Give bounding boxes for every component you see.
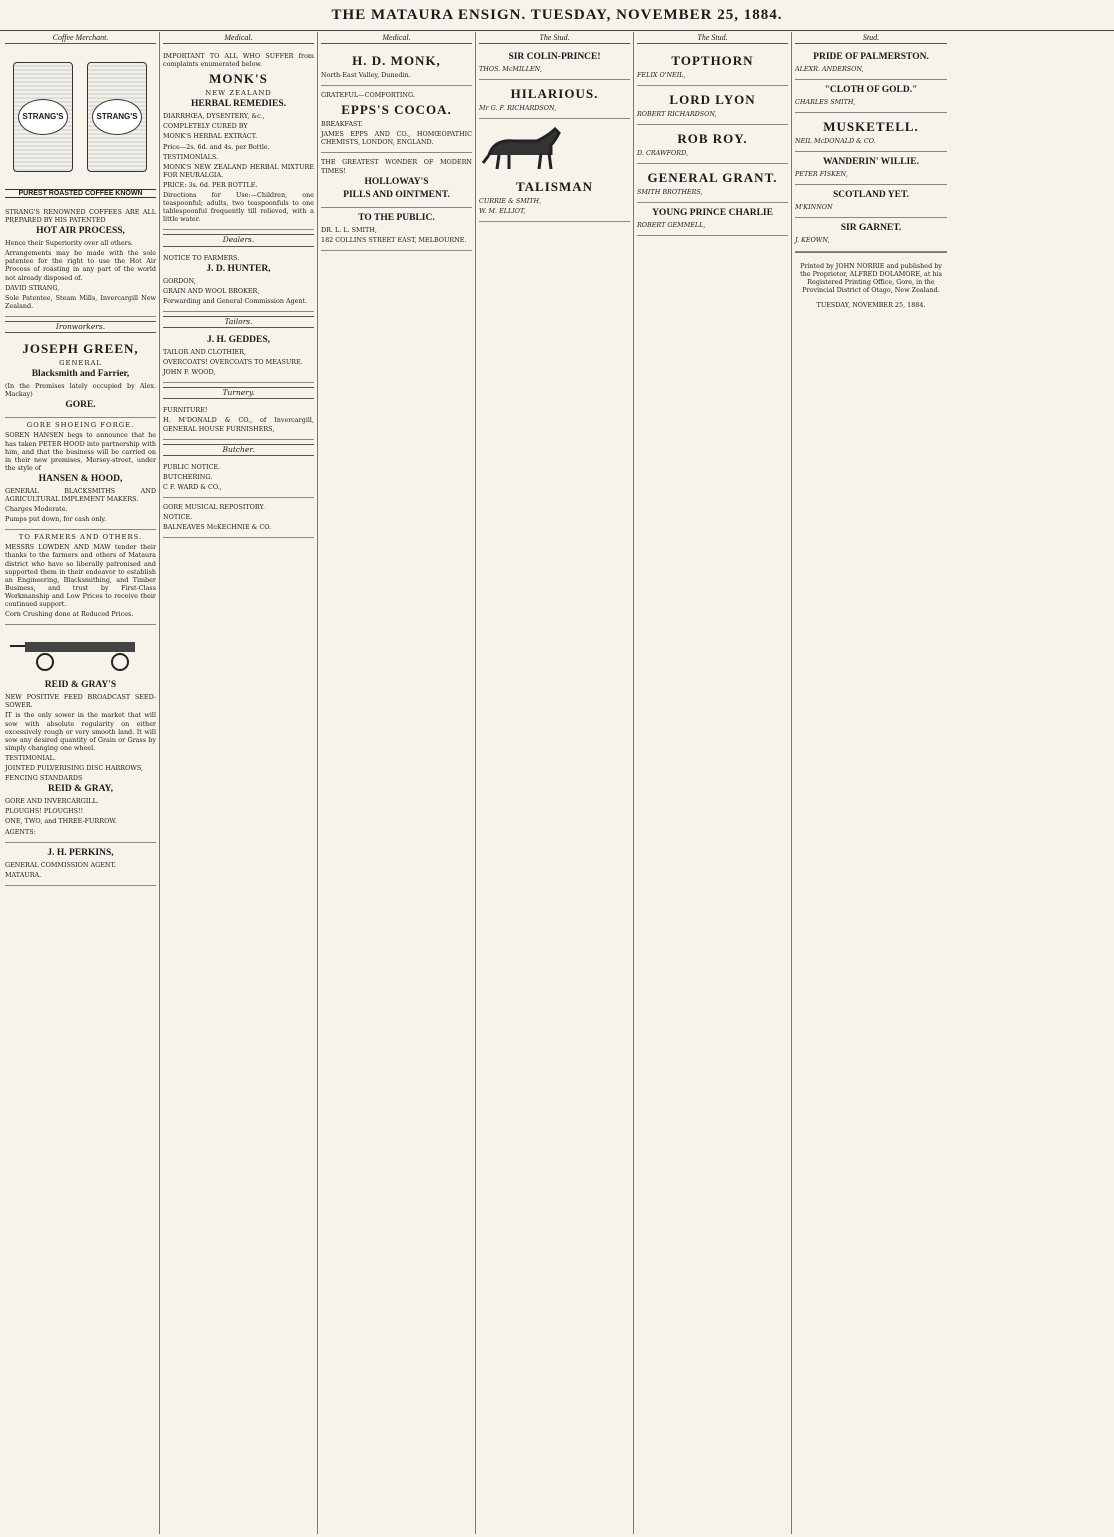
gordon-label: GORDON,: [163, 276, 196, 285]
currie-smith-sig: CURRIE & SMITH,: [479, 197, 542, 206]
section-stud-3: Stud.: [795, 32, 947, 44]
mcmillen-sig: THOS. McMILLEN,: [479, 65, 542, 73]
column-2: [160, 32, 318, 1534]
lord-lyon-ad: [637, 86, 788, 125]
diarrhoea-line: DIARRHŒA, DYSENTERY, &c.,: [163, 112, 265, 121]
mcdonald-name: H. M'DONALD & CO., of Invercargill, GENERAL HOUSE FURNISHERS,: [163, 416, 314, 433]
robert-sig: ROBERT RICHARDSON,: [637, 110, 717, 119]
furniture-heading: FURNITURE!: [163, 406, 208, 415]
tailor-clothier: TAILOR AND CLOTHIER,: [163, 347, 246, 356]
general-grant-title: GENERAL GRANT.: [647, 170, 778, 186]
wanderin-willie-ad: [795, 152, 947, 185]
hot-air-process: HOT AIR PROCESS,: [36, 226, 125, 237]
cured-line: COMPLETELY CURED BY: [163, 122, 248, 131]
wanderin-title: WANDERIN' WILLIE.: [823, 157, 919, 168]
neil-sig: NEIL McDONALD & CO.: [795, 137, 876, 146]
sower-text: IT is the only sower in the market that will sow with absolute regularity on either excessively rough or very smooth land. It will sow any desired quantity of Grain or Grass by simply changing one wheel.: [5, 711, 156, 752]
arrangements-text: Arrangements may be made with the sole patentee for the right to use the Hot Air Process of roasting in any part of the world not already disposed of.: [5, 249, 156, 282]
balneaves-name: BALNEAVES McKECHNIE & CO.: [163, 523, 272, 532]
joseph-green-ad: [5, 335, 156, 418]
perkins-name: J. H. PERKINS,: [47, 847, 114, 858]
topthorn-title: TOPTHORN: [671, 53, 754, 68]
farmers-heading: TO FARMERS AND OTHERS.: [18, 533, 143, 542]
hilarious-ad: [479, 80, 630, 119]
talisman-title: TALISMAN: [515, 179, 594, 195]
herbal-remedies: HERBAL REMEDIES.: [190, 99, 287, 110]
cloth-of-gold-ad: [795, 80, 947, 113]
ward-name: C F. WARD & CO.,: [163, 482, 222, 491]
scotland-title: SCOTLAND YET.: [832, 190, 909, 201]
mckinnon-sig: M'KINNON: [795, 203, 833, 212]
agents-heading: AGENTS:: [5, 827, 36, 836]
anderson-sig: ALEXR. ANDERSON,: [795, 65, 864, 73]
column-3: [318, 32, 476, 1534]
section-stud: The Stud.: [479, 32, 630, 44]
tin-label: STRANG'S: [18, 99, 68, 135]
strang-address: Sole Patentee, Steam Mills, Invercargill New Zealand.: [5, 293, 156, 310]
premises-line: (In the Premises lately occupied by Alex. Mackay): [5, 382, 156, 399]
sir-garnet-ad: [795, 218, 947, 251]
section-coffee: Coffee Merchant.: [5, 32, 156, 44]
hansen-hood-ad: [5, 418, 156, 530]
epps-title: EPPS'S COCOA.: [341, 102, 452, 118]
garnet-title: SIR GARNET.: [840, 223, 902, 234]
ward-ad: [163, 458, 314, 498]
imprint: [795, 252, 947, 309]
charles-sig: CHARLES SMITH,: [795, 98, 856, 107]
price-2-line: PRICE: 3s. 6d. PER BOTTLE.: [163, 180, 258, 189]
monk-address: North-East Valley, Dunedin.: [321, 71, 411, 79]
coffee-tin-right: [87, 62, 147, 172]
gemmell-sig: ROBERT GEMMELL,: [637, 221, 706, 230]
hilarious-title: HILARIOUS.: [510, 86, 599, 102]
musketell-title: MUSKETELL.: [823, 119, 919, 135]
young-prince-charlie-ad: [637, 203, 788, 236]
furrow-line: ONE, TWO, and THREE-FURROW.: [5, 817, 117, 826]
holloway-name: HOLLOWAY'S: [364, 176, 429, 187]
cloth-title: "CLOTH OF GOLD.": [824, 85, 918, 96]
forge-heading: GORE SHOEING FORGE.: [26, 421, 135, 430]
column-5: [634, 32, 792, 1534]
harrows-line: JOINTED PULVERISING DISC HARROWS,: [5, 764, 144, 773]
richardson-sig: Mr G. F. RICHARDSON,: [479, 104, 557, 113]
hence-line: Hence their Superiority over all others.: [5, 239, 134, 248]
monks-title: MONK'S: [209, 71, 268, 87]
talisman-ad: [479, 119, 630, 222]
hansen-hood-firm: HANSEN & HOOD,: [38, 473, 123, 484]
public-notice: PUBLIC NOTICE.: [163, 462, 221, 471]
imprint-date: TUESDAY, NOVEMBER 25, 1884.: [816, 300, 926, 309]
palmerston-title: PRIDE OF PALMERSTON.: [813, 52, 929, 62]
ypc-title: YOUNG PRINCE CHARLIE: [652, 208, 773, 219]
elliot-sig: W. M. ELLIOT,: [479, 207, 526, 216]
forwarding-agent: Forwarding and General Commission Agent.: [163, 296, 308, 305]
holloway-ad: [321, 153, 472, 207]
section-ironworkers: Ironworkers.: [5, 321, 156, 333]
oneil-sig: FELIX O'NEIL,: [637, 71, 686, 79]
fisken-sig: PETER FISKEN,: [795, 170, 848, 179]
column-4: [476, 32, 634, 1534]
breakfast-heading: BREAKFAST.: [321, 120, 363, 129]
coffee-tin-left: [13, 62, 73, 172]
joseph-green: JOSEPH GREEN,: [22, 341, 139, 357]
general-label: GENERAL: [59, 359, 102, 368]
notice-2-heading: NOTICE.: [163, 513, 193, 522]
strang-heading: STRANG'S RENOWNED COFFEES ARE ALL PREPARED BY HIS PATENTED: [5, 208, 156, 225]
testimonials-heading: TESTIMONIALS.: [163, 152, 219, 161]
corn-line: Corn Crushing done at Reduced Prices.: [5, 610, 134, 619]
keown-sig: J. KEOWN,: [795, 236, 830, 245]
sir-colin-ad: [479, 47, 630, 80]
section-medical: Medical.: [163, 32, 314, 44]
lowden-maw-ad: [5, 530, 156, 625]
public-heading: TO THE PUBLIC.: [358, 212, 435, 223]
charges-line: Charges Moderate.: [5, 505, 68, 514]
ploughs-heading: PLOUGHS! PLOUGHS!!: [5, 807, 84, 816]
firm-description: GENERAL BLACKSMITHS AND AGRICULTURAL IMPLEMENT MAKERS.: [5, 486, 156, 503]
musical-heading: GORE MUSICAL REPOSITORY.: [163, 503, 265, 511]
nz-label: NEW ZEALAND: [205, 89, 272, 98]
column-1: [2, 32, 160, 1534]
section-stud-2: The Stud.: [637, 32, 788, 44]
blacksmith-farrier: Blacksmith and Farrier,: [31, 369, 130, 380]
palmerston-ad: [795, 47, 947, 80]
imprint-text: Printed by JOHN NORRIE and published by the Proprietor, ALFRED DOLAMORE, at his Registered Printing Office, Gore, in the Provincial District of Otago, New Zealand.: [800, 261, 942, 295]
section-dealers: Dealers.: [163, 234, 314, 246]
tin-label: STRANG'S: [92, 99, 142, 135]
pills-ointment: PILLS AND OINTMENT.: [343, 189, 450, 200]
coffee-banner: PUREST ROASTED COFFEE KNOWN: [5, 189, 156, 198]
section-medical-2: Medical.: [321, 32, 472, 44]
epps-chemists: JAMES EPPS AND CO., HOMŒOPATHIC CHEMISTS, LONDON, ENGLAND.: [321, 130, 472, 147]
topthorn-ad: [637, 47, 788, 86]
geddes-name: J. H. GEDDES,: [206, 334, 271, 345]
crawford-sig: D. CRAWFORD,: [637, 149, 688, 158]
lowden-text: MESSRS LOWDEN AND MAW tender their thanks to the farmers and others of Mataura district who have so liberally patronised and supported them in their endeavor to establish an Engineering, Blacksmithing, and Timber Business, and trust by First-Class Workmanship and Low Prices to receive their continued support.: [5, 543, 156, 608]
mataura-label: MATAURA.: [5, 870, 42, 879]
smith-bros-sig: SMITH BROTHERS,: [637, 188, 703, 197]
sir-colin-title: SIR COLIN-PRINCE!: [508, 52, 601, 62]
strang-name: DAVID STRANG,: [5, 283, 60, 292]
wood-name: JOHN F. WOOD,: [163, 368, 216, 377]
coffee-tins-image: [5, 54, 156, 204]
seed-sower-illustration: [5, 632, 155, 672]
commission-agent: GENERAL COMMISSION AGENT.: [5, 860, 116, 869]
important-heading: IMPORTANT TO ALL WHO SUFFER from complaints enumerated below.: [163, 52, 314, 69]
neuralgia-heading: MONK'S NEW ZEALAND HERBAL MIXTURE FOR NEURALGIA.: [163, 162, 314, 179]
monk-proprietor-ad: [321, 47, 472, 86]
column-6: [792, 32, 950, 1534]
overcoats-line: OVERCOATS! OVERCOATS TO MEASURE.: [163, 358, 303, 367]
reid-gray-firm: REID & GRAY,: [47, 784, 114, 795]
lord-lyon-title: LORD LYON: [669, 92, 756, 108]
rob-roy-ad: [637, 125, 788, 164]
place-gore: GORE.: [65, 400, 96, 411]
section-butcher: Butcher.: [163, 444, 314, 456]
grain-broker: GRAIN AND WOOL BROKER,: [163, 286, 260, 295]
smith-name: DR. L. L. SMITH,: [321, 225, 377, 234]
sower-name: NEW POSITIVE FEED BROADCAST SEED-SOWER.: [5, 693, 156, 710]
extract-line: MONK'S HERBAL EXTRACT.: [163, 132, 258, 141]
strang-coffee-ad: [5, 47, 156, 317]
gore-invercargill: GORE AND INVERCARGILL.: [5, 797, 99, 806]
rob-roy-title: ROB ROY.: [677, 131, 748, 147]
monk-remedies-ad: [163, 47, 314, 230]
section-turnery: Turnery.: [163, 387, 314, 399]
reid-gray-sower-ad: [5, 625, 156, 842]
perkins-ad: [5, 843, 156, 886]
grateful-line: GRATEFUL—COMFORTING.: [321, 91, 415, 100]
smith-ad: [321, 208, 472, 251]
general-grant-ad: [637, 164, 788, 203]
price-line: Price—2s. 6d. and 4s. per Bottle.: [163, 142, 270, 151]
directions-text: Directions for Use:—Children, one teaspoonful; adults, two teaspoonfuls to one tablespoonful frequently till relieved, with a little water.: [163, 191, 314, 224]
pumps-line: Pumps put down, for cash only.: [5, 515, 107, 524]
horse-illustration: [479, 125, 569, 171]
hunter-name: J. D. HUNTER,: [206, 263, 271, 274]
monk-proprietor: H. D. MONK,: [352, 53, 441, 68]
section-tailors: Tailors.: [163, 316, 314, 328]
butchering-heading: BUTCHERING.: [163, 472, 213, 481]
masthead: THE MATAURA ENSIGN. TUESDAY, NOVEMBER 25, 1884.: [0, 0, 1114, 31]
smith-address: 182 COLLINS STREET EAST, MELBOURNE.: [321, 235, 467, 244]
hansen-text: SOREN HANSEN begs to announce that he has taken PETER HOOD into partnership with him, and that the business will be carried on in their new premises, Mersey-street, under the style of: [5, 431, 156, 472]
musical-ad: [163, 498, 314, 538]
notice-heading: NOTICE TO FARMERS.: [163, 253, 240, 262]
testimonial-heading: TESTIMONIAL.: [5, 753, 56, 762]
geddes-ad: [163, 330, 314, 383]
reid-gray-heading: REID & GRAY'S: [44, 680, 117, 691]
fencing-line: FENCING STANDARDS: [5, 774, 83, 783]
musketell-ad: [795, 113, 947, 152]
wonder-heading: THE GREATEST WONDER OF MODERN TIMES!: [321, 158, 472, 175]
epps-cocoa-ad: [321, 86, 472, 153]
hunter-ad: [163, 249, 314, 312]
scotland-yet-ad: [795, 185, 947, 218]
columns: [2, 32, 1112, 1534]
mcdonald-ad: [163, 401, 314, 439]
